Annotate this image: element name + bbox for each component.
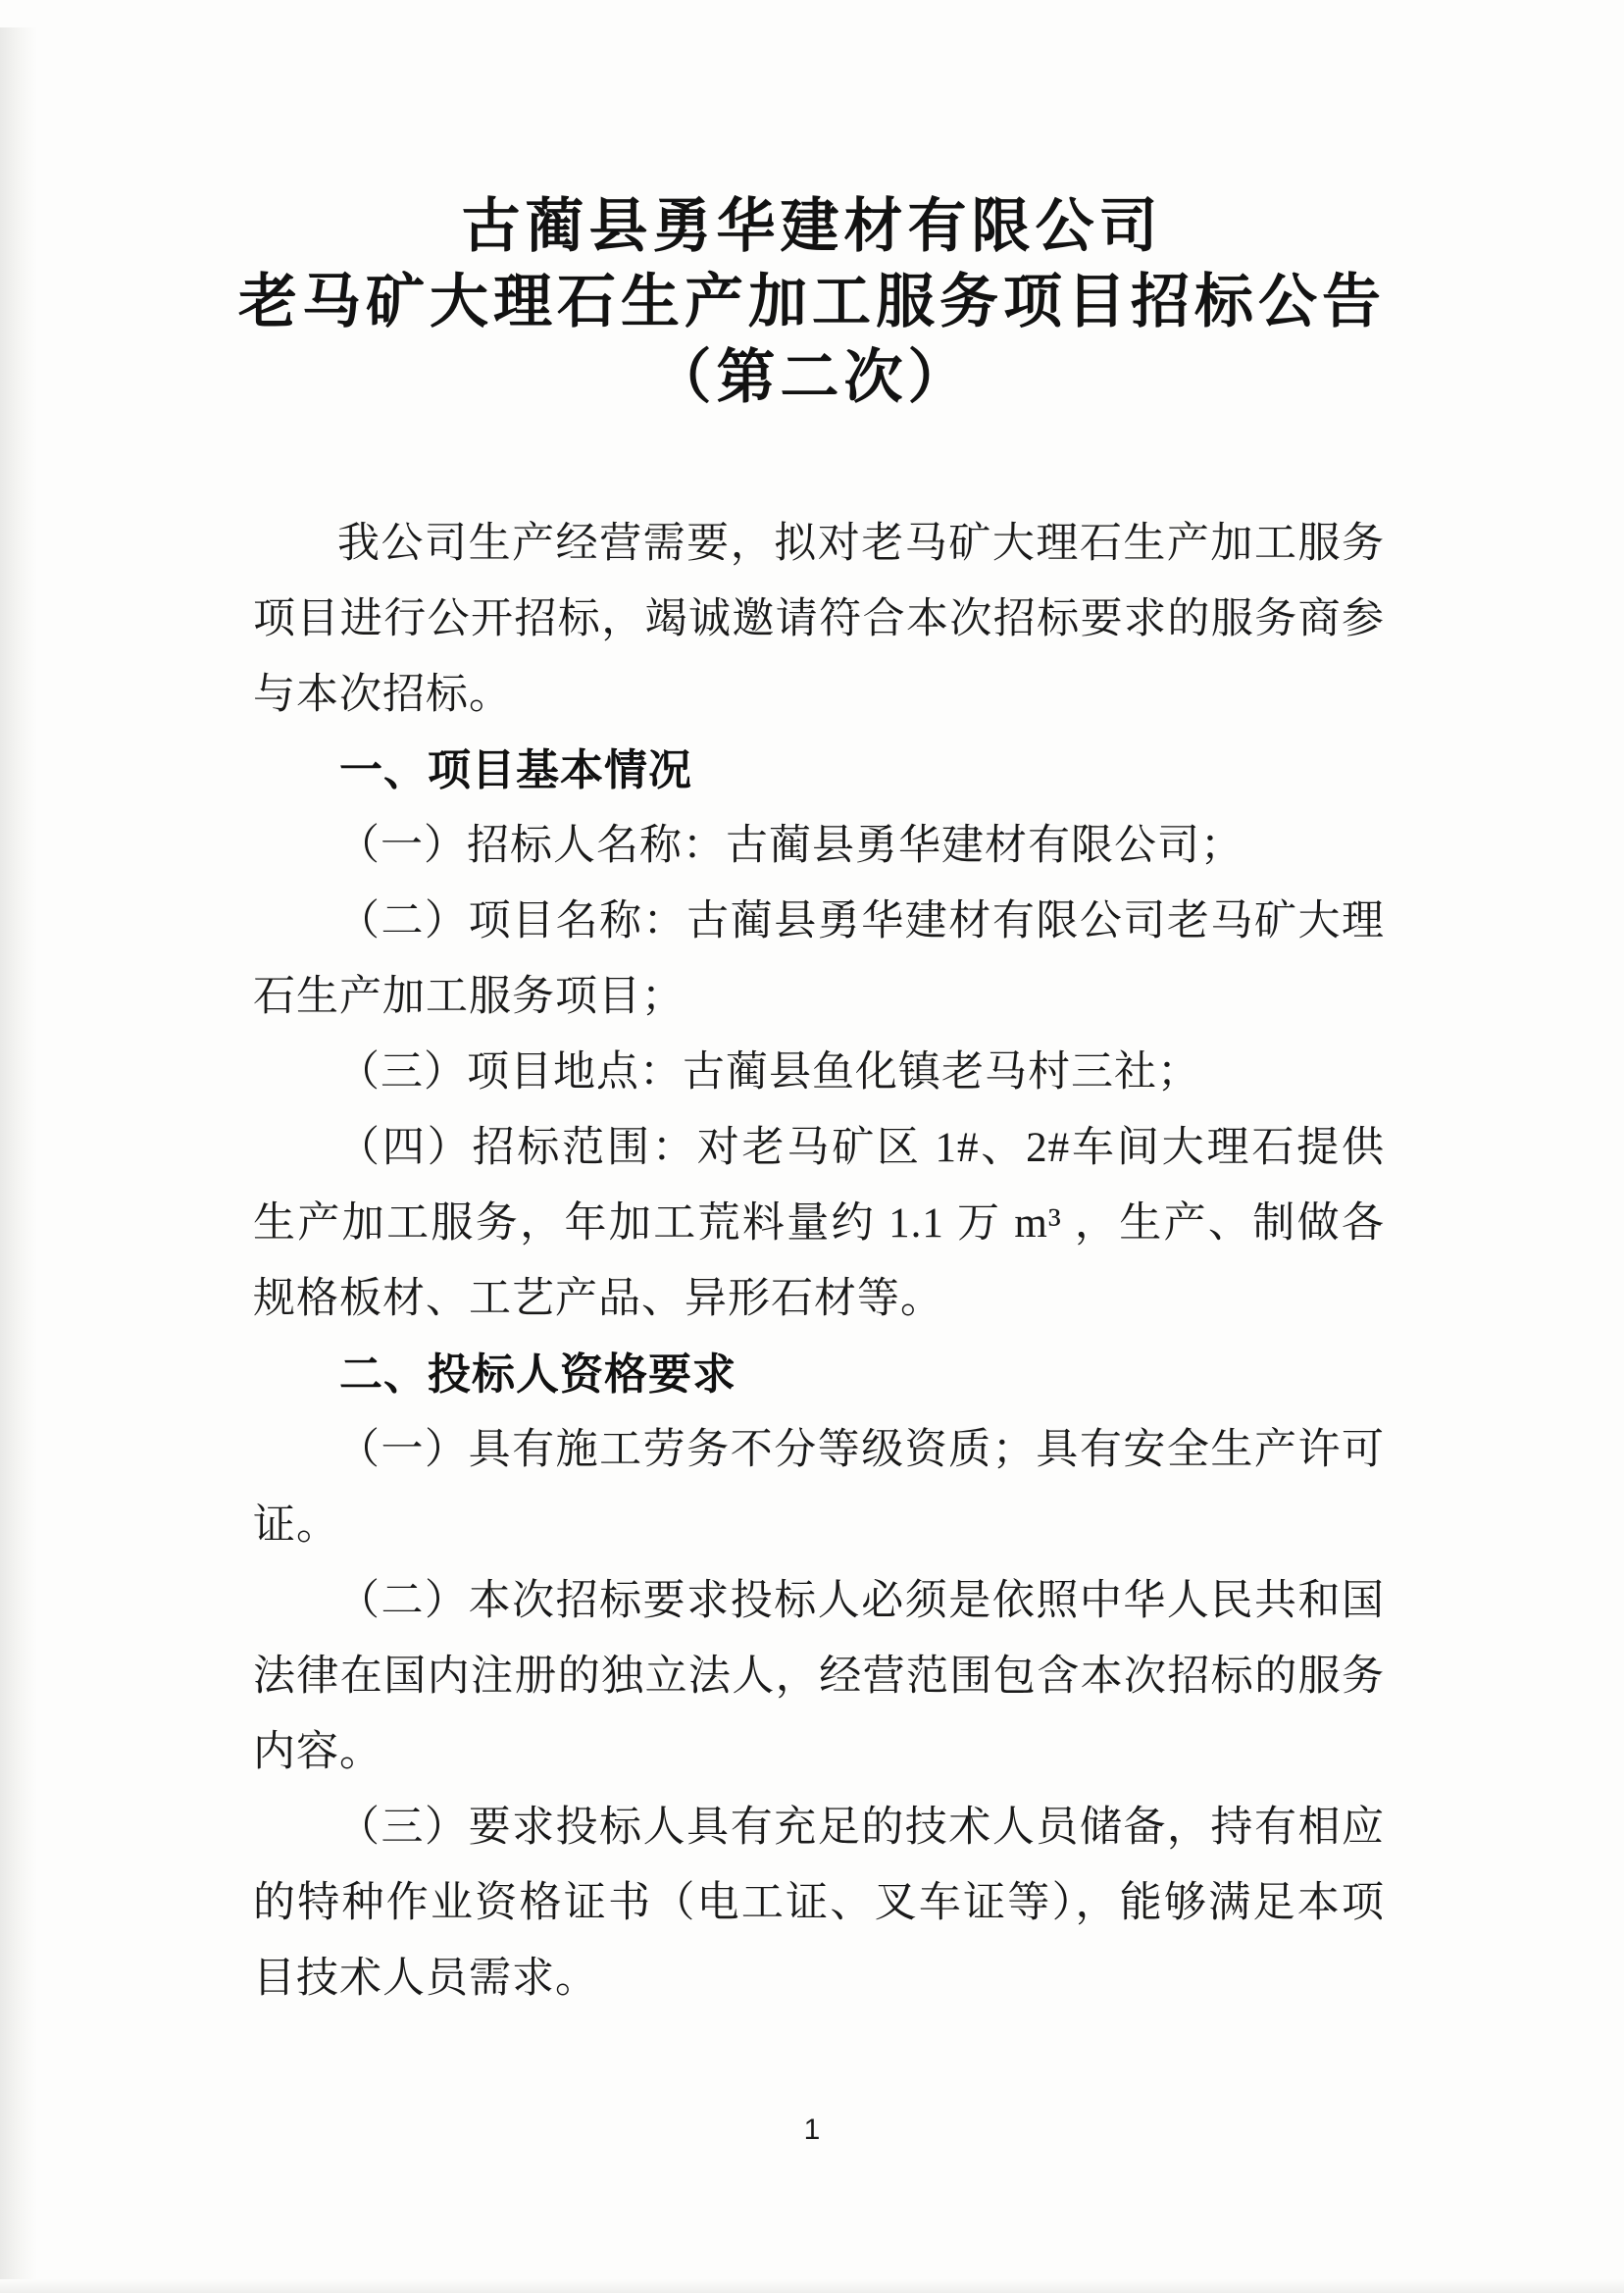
section-2-heading: 二、投标人资格要求	[339, 1350, 736, 1399]
scan-edge-bottom-artifact	[0, 2279, 1624, 2293]
document-title	[118, 188, 1506, 415]
section-2-item-2: （二）本次招标要求投标人必须是依照中华人民共和国法律在国内注册的独立法人，经营范围包含本次招标的服务内容。	[253, 1578, 1385, 1775]
section-1-item-3: （三）项目地点：古蔺县鱼化镇老马村三社；	[337, 1049, 1200, 1096]
page-footer	[0, 2111, 1624, 2150]
title-line-project-announcement: 老马矿大理石生产加工服务项目招标公告	[238, 269, 1386, 334]
document-body	[253, 506, 1385, 2016]
section-1-item-2: （二）项目名称：古蔺县勇华建材有限公司老马矿大理石生产加工服务项目；	[253, 898, 1385, 1020]
page-number: 1	[803, 2114, 821, 2146]
title-line-second-round: （第二次）	[652, 344, 972, 410]
section-2-item-3: （三）要求投标人具有充足的技术人员储备，持有相应的特种作业资格证书（电工证、叉车证等），能够满足本项目技术人员需求。	[253, 1805, 1385, 2002]
scan-edge-left-artifact	[0, 27, 37, 2293]
intro-paragraph: 我公司生产经营需要，拟对老马矿大理石生产加工服务项目进行公开招标，竭诚邀请符合本次招标要求的服务商参与本次招标。	[253, 521, 1385, 718]
title-line-company-name: 古蔺县勇华建材有限公司	[461, 193, 1163, 259]
section-1-item-4: （四）招标范围：对老马矿区 1#、2#车间大理石提供生产加工服务，年加工荒料量约 1.1 万 m³ ，生产、制做各规格板材、工艺产品、异形石材等。	[253, 1125, 1385, 1322]
section-2-item-1: （一）具有施工劳务不分等级资质；具有安全生产许可证。	[253, 1427, 1385, 1549]
section-1-heading: 一、项目基本情况	[339, 746, 692, 794]
section-1-item-1: （一）招标人名称：古蔺县勇华建材有限公司；	[337, 823, 1243, 869]
